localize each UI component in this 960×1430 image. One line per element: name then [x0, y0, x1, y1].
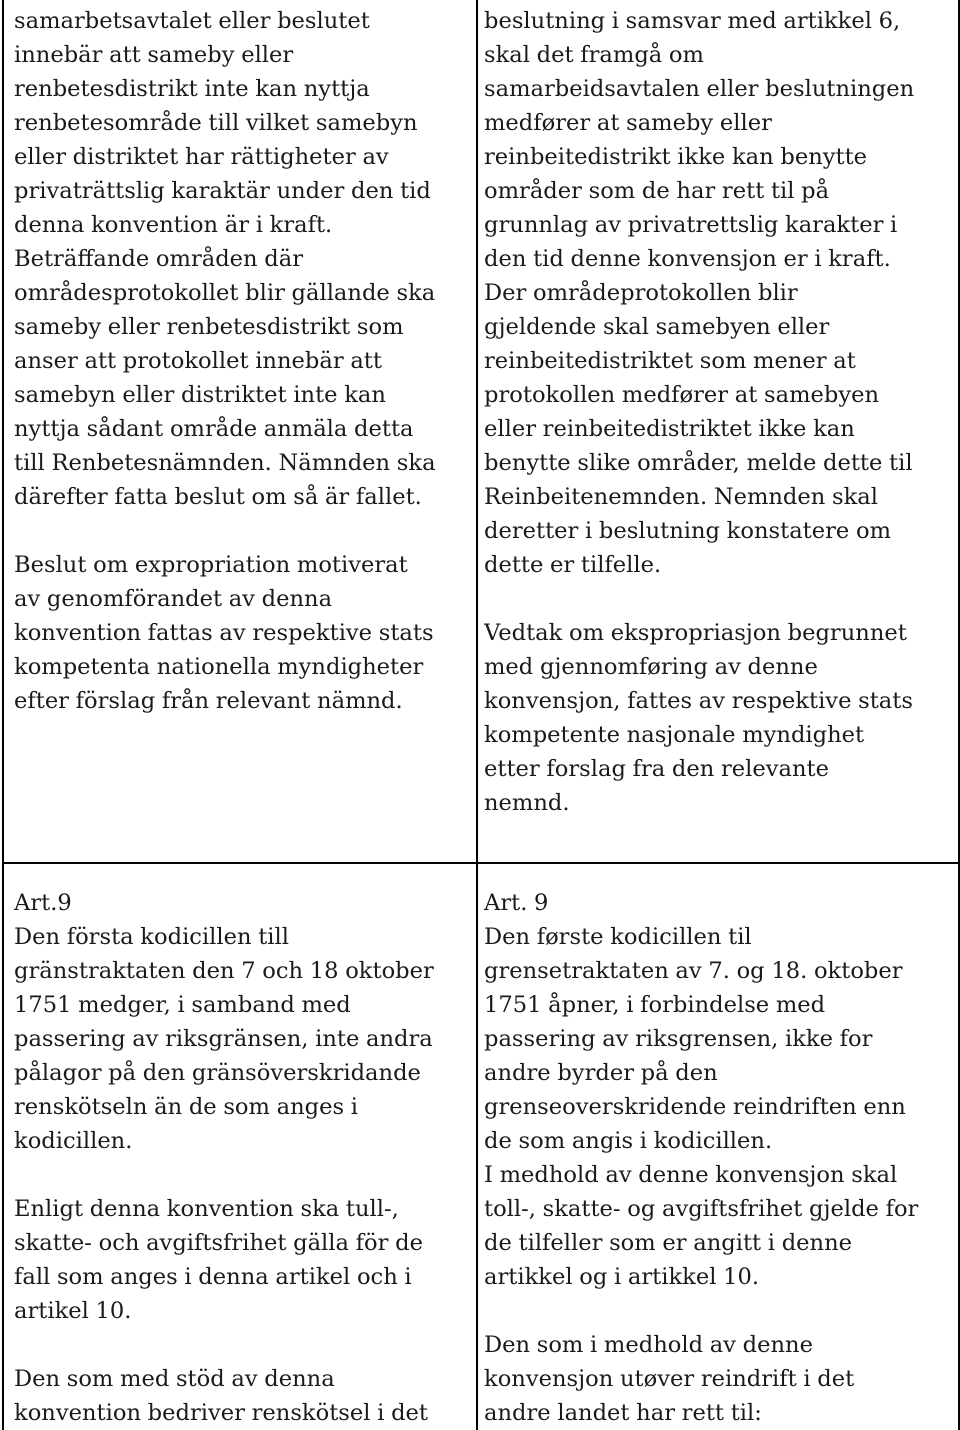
text-line: privaträttslig karaktär under den tid — [14, 178, 431, 204]
text-line: deretter i beslutning konstatere om — [484, 518, 892, 544]
text-line: passering av riksgrensen, ikke for — [484, 1026, 873, 1052]
parallel-text-table — [2, 0, 960, 1430]
paragraph — [484, 4, 956, 582]
text-line: artikel 10. — [14, 1298, 132, 1324]
text-line: andre landet har rett til: — [484, 1400, 762, 1426]
text-line: Art. 9 — [484, 890, 549, 916]
text-line: renbetesdistrikt inte kan nyttja — [14, 76, 370, 102]
cell-text — [4, 864, 476, 1430]
text-line: av genomförandet av denna — [14, 586, 333, 612]
text-line: de som angis i kodicillen. — [484, 1128, 773, 1154]
text-line: områder som de har rett til på — [484, 178, 830, 204]
text-line: Beträffande områden där — [14, 246, 304, 272]
text-line: Beslut om expropriation motiverat — [14, 552, 408, 578]
norwegian-cell — [477, 863, 959, 1430]
text-line: grenseoverskridende reindriften enn — [484, 1094, 906, 1120]
text-line: reinbeitedistrikt ikke kan benytte — [484, 144, 868, 170]
text-line: samarbeidsavtalen eller beslutningen — [484, 76, 915, 102]
text-line: benytte slike områder, melde dette til — [484, 450, 913, 476]
text-line: Der områdeprotokollen blir — [484, 280, 798, 306]
text-line: efter förslag från relevant nämnd. — [14, 688, 403, 714]
paragraph — [14, 1362, 472, 1430]
text-line: den tid denne konvensjon er i kraft. — [484, 246, 891, 272]
text-line: Den som med stöd av denna — [14, 1366, 335, 1392]
paragraph — [14, 1192, 472, 1328]
text-line: till Renbetesnämnden. Nämnden ska — [14, 450, 436, 476]
text-line: gjeldende skal samebyen eller — [484, 314, 830, 340]
paragraph — [484, 1328, 956, 1430]
text-line: 1751 medger, i samband med — [14, 992, 351, 1018]
text-line: beslutning i samsvar med artikkel 6, — [484, 8, 901, 34]
table-row — [3, 863, 959, 1430]
text-line: 1751 åpner, i forbindelse med — [484, 992, 826, 1018]
text-line: områdesprotokollet blir gällande ska — [14, 280, 436, 306]
paragraph — [484, 1158, 956, 1294]
text-line: kompetenta nationella myndigheter — [14, 654, 424, 680]
text-line: sameby eller renbetesdistrikt som — [14, 314, 404, 340]
norwegian-cell — [477, 0, 959, 863]
text-line: andre byrder på den — [484, 1060, 718, 1086]
paragraph — [14, 4, 472, 514]
text-line: passering av riksgränsen, inte andra — [14, 1026, 433, 1052]
text-line: nemnd. — [484, 790, 570, 816]
text-line: eller distriktet har rättigheter av — [14, 144, 389, 170]
text-line: anser att protokollet innebär att — [14, 348, 382, 374]
text-line: Art.9 — [14, 890, 72, 916]
cell-text — [478, 0, 958, 820]
swedish-cell — [3, 863, 477, 1430]
text-line: Den första kodicillen till — [14, 924, 289, 950]
paragraph — [14, 886, 472, 1158]
text-line: kodicillen. — [14, 1128, 133, 1154]
text-line: etter forslag fra den relevante — [484, 756, 829, 782]
text-line: med gjennomføring av denne — [484, 654, 818, 680]
text-line: denna konvention är i kraft. — [14, 212, 333, 238]
text-line: grunnlag av privatrettslig karakter i — [484, 212, 898, 238]
text-line: protokollen medfører at samebyen — [484, 382, 880, 408]
text-line: medfører at sameby eller — [484, 110, 772, 136]
text-line: gränstraktaten den 7 och 18 oktober — [14, 958, 434, 984]
text-line: därefter fatta beslut om så är fallet. — [14, 484, 422, 510]
swedish-cell — [3, 0, 477, 863]
text-line: Reinbeitenemnden. Nemnden skal — [484, 484, 878, 510]
text-line: Enligt denna konvention ska tull-, — [14, 1196, 399, 1222]
text-line: fall som anges i denna artikel och i — [14, 1264, 412, 1290]
text-line: grensetraktaten av 7. og 18. oktober — [484, 958, 903, 984]
text-line: konvensjon, fattes av respektive stats — [484, 688, 913, 714]
text-line: nyttja sådant område anmäla detta — [14, 416, 414, 442]
text-line: de tilfeller som er angitt i denne — [484, 1230, 853, 1256]
paragraph — [484, 886, 956, 1158]
text-line: skal det framgå om — [484, 42, 704, 68]
cell-text — [4, 0, 476, 718]
text-line: I medhold av denne konvensjon skal — [484, 1162, 898, 1188]
text-line: skatte- och avgiftsfrihet gälla för de — [14, 1230, 423, 1256]
paragraph — [484, 616, 956, 820]
text-line: eller reinbeitedistriktet ikke kan — [484, 416, 855, 442]
text-line: samarbetsavtalet eller beslutet — [14, 8, 370, 34]
text-line: innebär att sameby eller — [14, 42, 294, 68]
text-line: konvention fattas av respektive stats — [14, 620, 434, 646]
text-line: reinbeitedistriktet som mener at — [484, 348, 856, 374]
text-line: renskötseln än de som anges i — [14, 1094, 358, 1120]
text-line: renbetesområde till vilket samebyn — [14, 110, 418, 136]
text-line: toll-, skatte- og avgiftsfrihet gjelde for — [484, 1196, 919, 1222]
cell-text — [478, 864, 958, 1430]
text-line: Vedtak om ekspropriasjon begrunnet — [484, 620, 907, 646]
text-line: samebyn eller distriktet inte kan — [14, 382, 386, 408]
text-line: kompetente nasjonale myndighet — [484, 722, 865, 748]
text-line: konvensjon utøver reindrift i det — [484, 1366, 855, 1392]
text-line: pålagor på den gränsöverskridande — [14, 1060, 421, 1086]
paragraph — [14, 548, 472, 718]
text-line: konvention bedriver renskötsel i det — [14, 1400, 428, 1426]
text-line: Den første kodicillen til — [484, 924, 752, 950]
text-line: dette er tilfelle. — [484, 552, 662, 578]
text-line: Den som i medhold av denne — [484, 1332, 813, 1358]
text-line: artikkel og i artikkel 10. — [484, 1264, 760, 1290]
table-row — [3, 0, 959, 863]
